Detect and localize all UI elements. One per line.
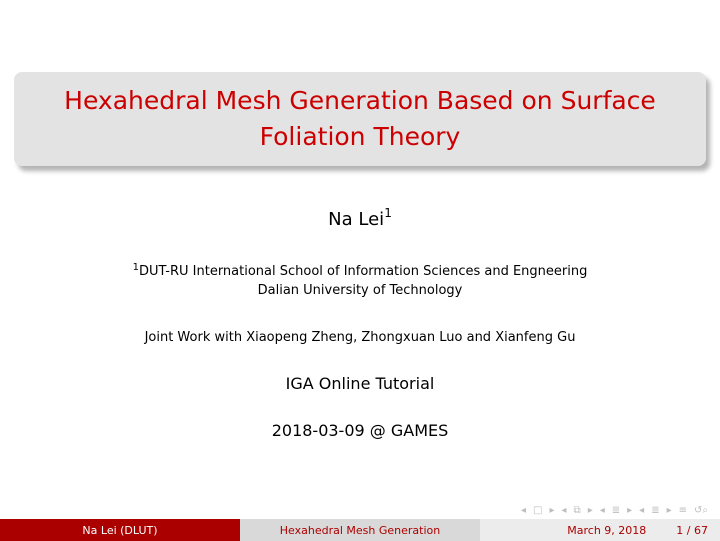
- footer-bar: [0, 519, 720, 541]
- nav-prev-section-icon-2[interactable]: ◂: [639, 505, 645, 516]
- footer-date: March 9, 2018: [567, 523, 647, 537]
- nav-search-icon[interactable]: ↺⌕: [694, 505, 708, 516]
- event-date: 2018-03-09 @ GAMES: [271, 421, 449, 440]
- nav-subsection-icon[interactable]: ⧉: [573, 505, 581, 516]
- footer-right: [480, 519, 720, 541]
- affiliation-sup: 1: [132, 262, 139, 273]
- nav-prev-section-icon[interactable]: ◂: [599, 505, 605, 516]
- nav-section-list-icon[interactable]: ≣: [651, 505, 660, 516]
- author: [0, 206, 720, 230]
- footer-page-number: 1 / 67: [676, 523, 708, 537]
- nav-prev-frame-icon[interactable]: ◂: [521, 505, 527, 516]
- nav-next-frame-icon[interactable]: ▸: [549, 505, 555, 516]
- author-name: Na Lei: [328, 209, 385, 230]
- nav-frame-icon[interactable]: □: [533, 505, 543, 516]
- nav-next-section-icon-2[interactable]: ▸: [666, 505, 672, 516]
- title-box: [14, 72, 706, 166]
- joint-work: Joint Work with Xiaopeng Zheng, Zhongxuan Luo and Xianfeng Gu: [144, 330, 576, 345]
- event-name: IGA Online Tutorial: [285, 374, 435, 393]
- nav-align-icon[interactable]: ≡: [678, 505, 688, 516]
- affiliation-line-2: Dalian University of Technology: [257, 283, 463, 298]
- footer-short-title: Hexahedral Mesh Generation: [240, 519, 480, 541]
- nav-section-icon[interactable]: ≣: [611, 505, 621, 516]
- affiliation-line-1: [0, 262, 720, 279]
- slide-title-line-1: Hexahedral Mesh Generation Based on Surface: [64, 86, 656, 115]
- footer-author: Na Lei (DLUT): [0, 519, 240, 541]
- slide-title-line-2: Foliation Theory: [259, 122, 461, 151]
- affiliation-text-1: DUT-RU International School of Information Sciences and Engneering: [139, 264, 588, 279]
- nav-prev-subsection-icon[interactable]: ◂: [561, 505, 567, 516]
- author-sup: 1: [384, 206, 392, 220]
- nav-next-section-icon[interactable]: ▸: [627, 505, 633, 516]
- beamer-navigation: [521, 504, 708, 518]
- nav-next-subsection-icon[interactable]: ▸: [587, 505, 593, 516]
